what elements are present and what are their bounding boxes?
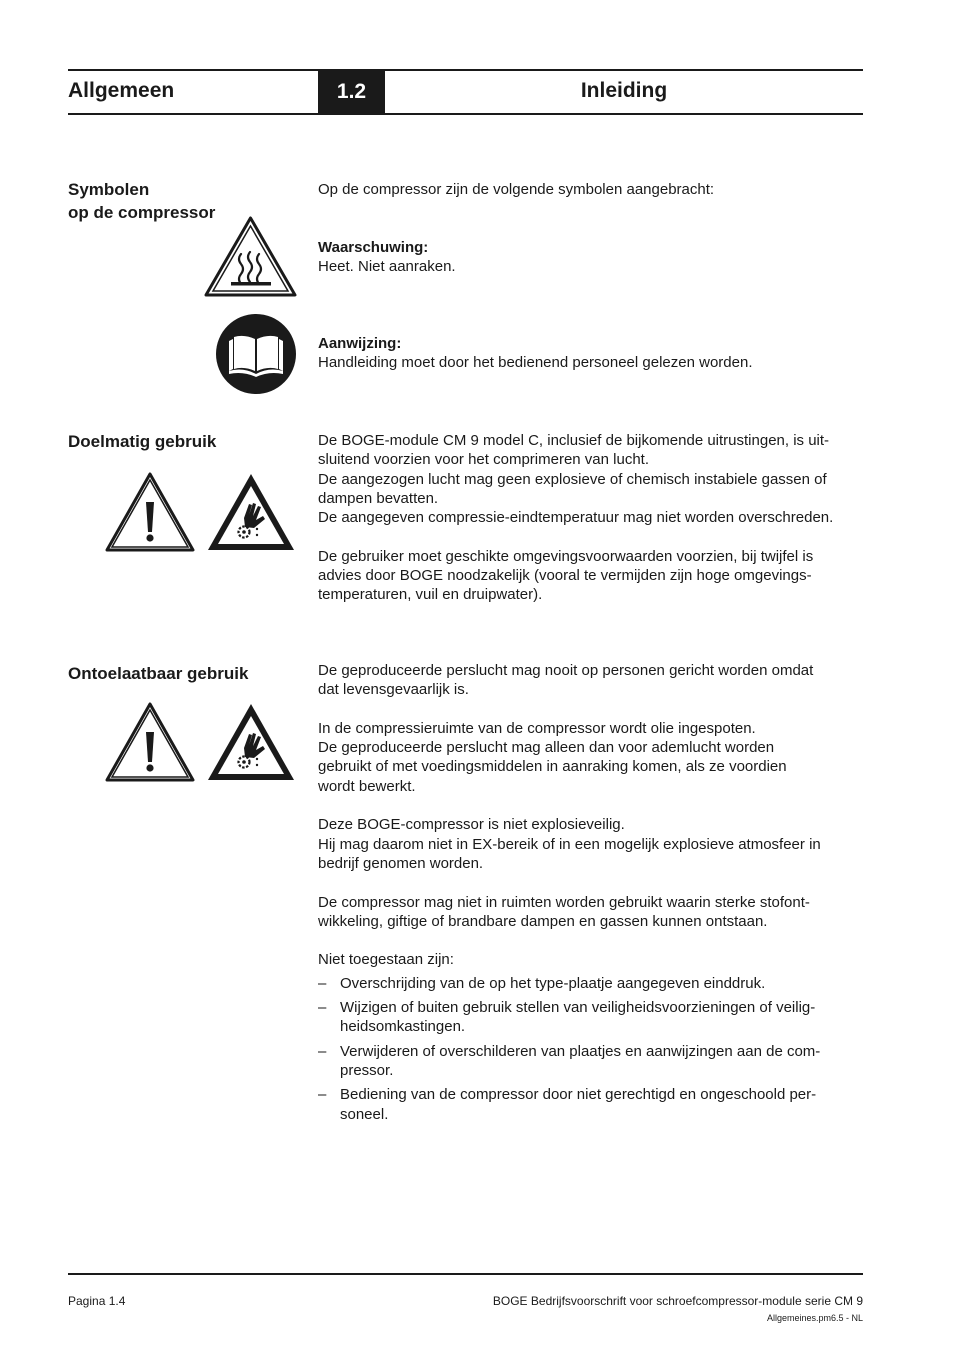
list-item bbox=[318, 974, 866, 993]
list-intro: Niet toegestaan zijn: bbox=[318, 951, 454, 969]
dash-bullet: – bbox=[318, 1042, 327, 1060]
intended-use-line: advies door BOGE noodzakelijk (vooral te vermijden zijn hoge omgevings- bbox=[318, 567, 812, 585]
not-allowed-list bbox=[318, 974, 866, 1124]
chapter-title: Allgemeen bbox=[68, 79, 175, 102]
list-item-text: heidsomkastingen. bbox=[340, 1018, 466, 1036]
list-item-text: Wijzigen of buiten gebruik stellen van veiligheidsvoorzieningen of veilig- bbox=[340, 999, 816, 1017]
footer-rule bbox=[68, 1273, 863, 1275]
list-item-text: pressor. bbox=[340, 1061, 394, 1079]
warning-text: Heet. Niet aanraken. bbox=[318, 258, 456, 276]
symbols-heading-line1: Symbolen bbox=[68, 180, 150, 199]
section-number: 1.2 bbox=[318, 70, 385, 114]
intended-use-line: sluitend voorzien voor het comprimeren van lucht. bbox=[318, 451, 649, 469]
intended-use-line: De aangezogen lucht mag geen explosieve of chemisch instabiele gassen of bbox=[318, 470, 827, 488]
improper-line: De geproduceerde perslucht mag nooit op personen gericht worden omdat bbox=[318, 662, 814, 679]
intended-use-body bbox=[318, 431, 866, 605]
improper-line: bedrijf genomen worden. bbox=[318, 854, 484, 872]
hand-entanglement-warning-icon bbox=[206, 472, 296, 552]
dash-bullet: – bbox=[318, 1086, 327, 1104]
symbols-heading bbox=[68, 178, 215, 224]
header-top-rule bbox=[68, 69, 863, 71]
improper-line: wikkeling, giftige of brandbare dampen en gassen kunnen ontstaan. bbox=[318, 912, 768, 930]
note-text: Handleiding moet door het bedienend personeel gelezen worden. bbox=[318, 354, 753, 372]
intended-use-line: De gebruiker moet geschikte omgevingsvoorwaarden voorzien, bij twijfel is bbox=[318, 547, 814, 565]
intended-use-line: De aangegeven compressie-eindtemperatuur mag niet worden overschreden. bbox=[318, 509, 834, 527]
improper-line: De compressor mag niet in ruimten worden gebruikt waarin sterke stofont- bbox=[318, 893, 810, 911]
general-warning-icon bbox=[105, 472, 195, 552]
header-bottom-rule bbox=[68, 113, 863, 115]
intended-use-line: dampen bevatten. bbox=[318, 489, 439, 507]
read-manual-icon bbox=[215, 313, 297, 395]
file-reference: Allgemeines.pm6.5 - NL bbox=[766, 1313, 863, 1323]
note-label: Aanwijzing: bbox=[318, 335, 402, 352]
list-item-text: Overschrijding van de op het type-plaatje aangegeven einddruk. bbox=[340, 974, 766, 992]
improper-line: gebruikt of met voedingsmiddelen in aanraking komen, als ze voordien bbox=[318, 758, 787, 776]
warning-block bbox=[318, 238, 866, 277]
improper-line: In de compressieruimte van de compressor wordt olie ingespoten. bbox=[318, 719, 756, 737]
symbols-intro: Op de compressor zijn de volgende symbolen aangebracht: bbox=[318, 181, 715, 198]
improper-line: Hij mag daarom niet in EX-bereik of in een mogelijk explosieve atmosfeer in bbox=[318, 835, 821, 853]
general-warning-icon bbox=[105, 702, 195, 782]
intended-use-line: De BOGE-module CM 9 model C, inclusief de bijkomende uitrustingen, is uit- bbox=[318, 432, 830, 449]
page-number: Pagina 1.4 bbox=[68, 1294, 126, 1308]
list-item bbox=[318, 998, 866, 1037]
symbols-heading-line2: op de compressor bbox=[68, 203, 216, 222]
list-item-text: soneel. bbox=[340, 1105, 389, 1123]
list-item-text: Bediening van de compressor door niet gerechtigd en ongeschoold per- bbox=[340, 1086, 817, 1104]
improper-line: Deze BOGE-compressor is niet explosieveilig. bbox=[318, 816, 625, 834]
improper-use-body bbox=[318, 661, 866, 1129]
dash-bullet: – bbox=[318, 999, 327, 1017]
list-item bbox=[318, 1042, 866, 1081]
section-title: Inleiding bbox=[580, 79, 668, 102]
note-block bbox=[318, 334, 866, 373]
hand-entanglement-warning-icon bbox=[206, 702, 296, 782]
improper-line: wordt bewerkt. bbox=[318, 777, 416, 795]
symbols-body bbox=[318, 180, 866, 199]
document-title: BOGE Bedrijfsvoorschrift voor schroefcompressor-module serie CM 9 bbox=[492, 1294, 863, 1308]
intended-use-line: temperaturen, vuil en druipwater). bbox=[318, 586, 543, 604]
improper-line: De geproduceerde perslucht mag alleen dan voor ademlucht worden bbox=[318, 739, 775, 757]
intended-use-heading: Doelmatig gebruik bbox=[68, 432, 217, 451]
hot-surface-warning-icon bbox=[204, 216, 297, 297]
improper-line: dat levensgevaarlijk is. bbox=[318, 681, 469, 699]
dash-bullet: – bbox=[318, 974, 327, 992]
list-item-text: Verwijderen of overschilderen van plaatjes en aanwijzingen aan de com- bbox=[340, 1042, 821, 1060]
warning-label: Waarschuwing: bbox=[318, 239, 429, 256]
list-item bbox=[318, 1085, 866, 1124]
improper-use-heading: Ontoelaatbaar gebruik bbox=[68, 664, 249, 683]
